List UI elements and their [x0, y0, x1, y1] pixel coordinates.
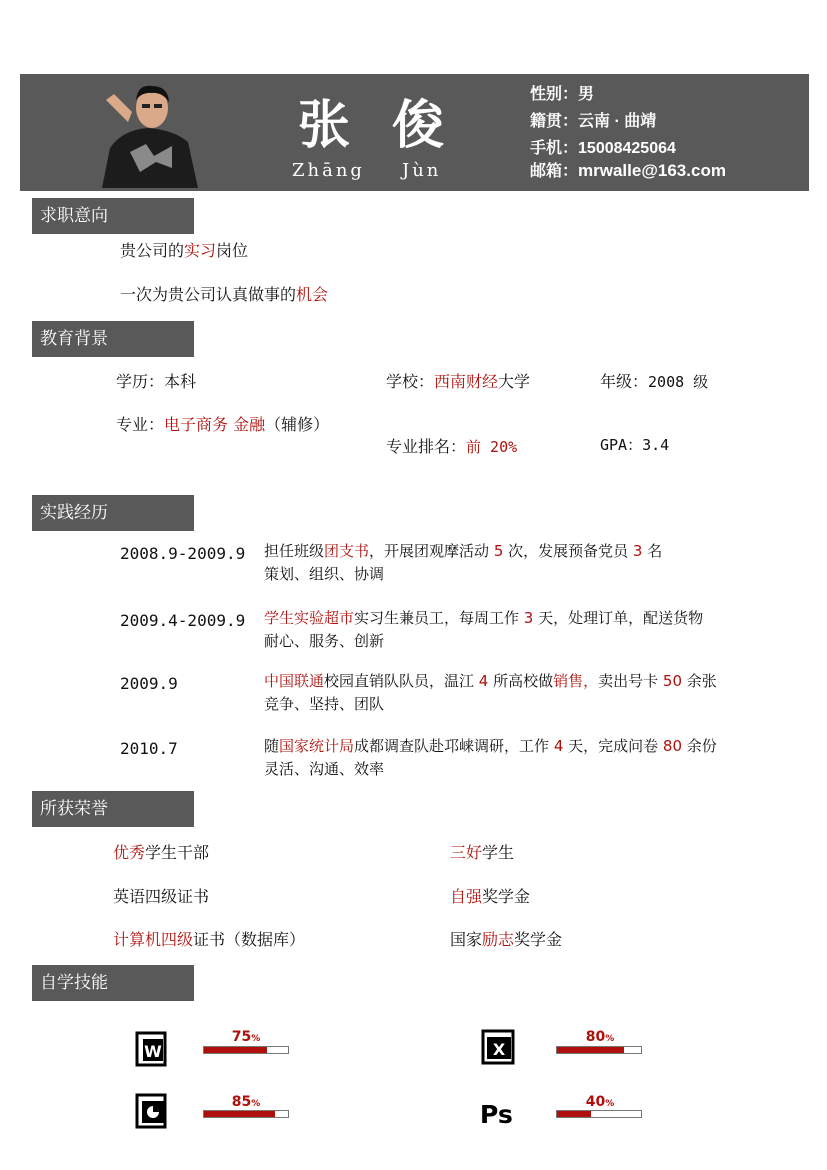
skill-percent: 80% [585, 1029, 615, 1045]
skill-bar [203, 1110, 289, 1118]
practice-highlight: 4 [553, 737, 564, 755]
info-hometown [530, 111, 656, 132]
section-practice: 实践经历 [32, 495, 194, 531]
school-suffix: 大学 [498, 372, 531, 391]
honor-text: 学生干部 [145, 843, 210, 862]
objective-line-2 [120, 282, 328, 305]
grade-value: 2008 级 [648, 373, 709, 391]
practice-highlight: 国家统计局 [279, 737, 355, 755]
objective-highlight: 机会 [296, 285, 329, 304]
svg-text:W: W [144, 1042, 162, 1061]
major-value: 电子商务 金融 [164, 415, 266, 434]
practice-text: ，开展团观摩活动 [369, 542, 494, 560]
practice-detail [264, 607, 703, 630]
degree-value: 本科 [164, 372, 197, 391]
phone-label: 手机： [530, 138, 579, 157]
school [386, 369, 530, 392]
practice-highlight: 3 [523, 609, 534, 627]
practice-text: 名 [642, 542, 663, 560]
honor-text: 证书（数据库） [193, 930, 306, 949]
practice-description [264, 735, 717, 781]
practice-date: 2009.4-2009.9 [120, 611, 246, 630]
practice-text: 卖出号卡 [598, 672, 663, 690]
practice-text: 实习生兼员工，每周工作 [354, 609, 524, 627]
practice-detail [264, 540, 662, 563]
word-icon [133, 1031, 169, 1067]
info-gender [530, 84, 594, 105]
hometown-label: 籍贯： [530, 111, 579, 130]
hometown-value: 云南 · 曲靖 [578, 113, 657, 130]
practice-date: 2009.9 [120, 674, 178, 693]
practice-text: 校园直销队队员，温江 [324, 672, 479, 690]
svg-text:X: X [492, 1040, 506, 1059]
svg-text:Ps: Ps [479, 1099, 513, 1129]
major-label: 专业： [116, 415, 165, 434]
honor-text: 奖学金 [482, 887, 531, 906]
skill-bar [556, 1046, 642, 1054]
grade [600, 369, 708, 392]
honor-highlight: 自强 [450, 887, 483, 906]
honor-highlight: 三好 [450, 843, 483, 862]
honor-text: 学生 [482, 843, 515, 862]
gpa-label: GPA： [600, 436, 643, 454]
practice-highlight: 中国联通 [264, 672, 325, 690]
gpa [600, 434, 669, 455]
skill-percent: 85% [231, 1094, 261, 1110]
email-value[interactable]: mrwalle@163.com [578, 161, 726, 180]
major [116, 412, 329, 435]
objective-text: 一次为贵公司认真做事的 [120, 285, 297, 304]
info-email [530, 161, 726, 181]
practice-date: 2008.9-2009.9 [120, 544, 246, 563]
rank-value: 前 20% [466, 438, 518, 456]
practice-highlight: 3 [632, 542, 643, 560]
gender-value: 男 [578, 86, 595, 103]
skill-bar-fill [557, 1111, 591, 1117]
section-objective: 求职意向 [32, 198, 194, 234]
practice-highlight: 4 [478, 672, 489, 690]
skill-bar [203, 1046, 289, 1054]
section-honors: 所获荣誉 [32, 791, 194, 827]
practice-text: 天，完成问卷 [563, 737, 663, 755]
major-note: （辅修） [265, 415, 330, 434]
honor-item [450, 840, 514, 863]
info-phone [530, 138, 676, 159]
honor-item [113, 927, 305, 950]
degree [116, 369, 196, 392]
honor-item [450, 927, 562, 950]
practice-text: 成都调查队赴邛崃调研，工作 [354, 737, 554, 755]
honor-item [113, 884, 209, 907]
gpa-value: 3.4 [642, 436, 670, 454]
header-banner [20, 74, 809, 191]
avatar [92, 78, 204, 188]
practice-text: 所高校做 [488, 672, 554, 690]
practice-highlight: 销售， [553, 672, 599, 690]
objective-highlight: 实习 [184, 241, 217, 260]
objective-text: 贵公司的 [120, 241, 185, 260]
skill-bar-fill [204, 1111, 275, 1117]
gender-label: 性别： [530, 84, 579, 103]
practice-text: 次，发展预备党员 [503, 542, 633, 560]
grade-label: 年级： [600, 372, 649, 391]
section-skills: 自学技能 [32, 965, 194, 1001]
honor-highlight: 计算机四级 [113, 930, 194, 949]
practice-text: 余张 [682, 672, 717, 690]
objective-text: 岗位 [216, 241, 249, 260]
pinyin-2: Jùn [402, 160, 442, 181]
rank-label: 专业排名： [386, 437, 467, 456]
practice-skills: 耐心、服务、创新 [264, 632, 385, 650]
name-char-1: 张 [298, 95, 351, 156]
phone-value: 15008425064 [578, 140, 676, 157]
practice-skills: 竞争、坚持、团队 [264, 695, 385, 713]
practice-highlight: 5 [493, 542, 504, 560]
practice-highlight: 学生实验超市 [264, 609, 355, 627]
honor-item [113, 840, 209, 863]
skill-percent: 75% [231, 1029, 261, 1045]
practice-text: 随 [264, 737, 280, 755]
practice-detail [264, 670, 717, 693]
objective-line-1 [120, 238, 248, 261]
honor-item [450, 884, 530, 907]
school-label: 学校： [386, 372, 435, 391]
name-char-2: 俊 [392, 95, 445, 156]
rank [386, 434, 517, 457]
skill-bar-fill [204, 1047, 267, 1053]
powerpoint-icon [133, 1093, 169, 1129]
section-education: 教育背景 [32, 321, 194, 357]
practice-detail [264, 735, 717, 758]
practice-skills: 策划、组织、协调 [264, 565, 385, 583]
skill-percent: 40% [585, 1094, 615, 1110]
honor-text: 英语四级证书 [113, 887, 210, 906]
honor-highlight: 优秀 [113, 843, 146, 862]
honor-text: 奖学金 [514, 930, 563, 949]
practice-date: 2010.7 [120, 739, 178, 758]
practice-highlight: 50 [662, 672, 683, 690]
practice-text: 天，处理订单，配送货物 [533, 609, 704, 627]
school-highlight: 西南财经 [434, 372, 499, 391]
degree-label: 学历： [116, 372, 165, 391]
excel-icon [481, 1029, 517, 1065]
practice-description [264, 540, 662, 586]
skill-bar [556, 1110, 642, 1118]
photoshop-icon [479, 1094, 515, 1130]
practice-highlight: 团支书 [324, 542, 370, 560]
honor-highlight: 励志 [482, 930, 515, 949]
practice-highlight: 80 [662, 737, 682, 755]
pinyin-1: Zhāng [292, 160, 365, 181]
skill-bar-fill [557, 1047, 624, 1053]
email-label: 邮箱： [530, 161, 579, 180]
practice-skills: 灵活、沟通、效率 [264, 760, 385, 778]
honor-text: 国家 [450, 930, 483, 949]
practice-text: 余份 [682, 737, 717, 755]
practice-text: 担任班级 [264, 542, 325, 560]
practice-description [264, 607, 703, 653]
practice-description [264, 670, 717, 716]
